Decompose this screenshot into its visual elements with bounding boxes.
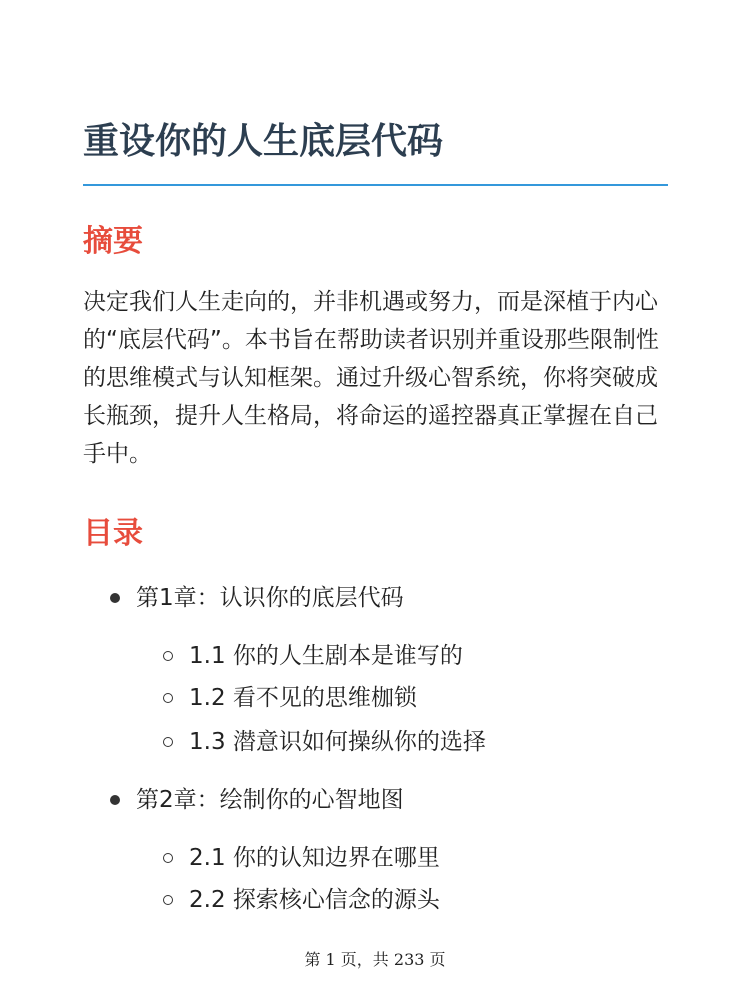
document-title: 重设你的人生底层代码 <box>83 121 444 162</box>
document-page <box>83 0 668 1000</box>
title-divider <box>83 184 668 186</box>
toc-section-label: 2.1 你的认知边界在哪里 <box>189 845 440 871</box>
toc-chapter-label: 第2章：绘制你的心智地图 <box>136 787 404 813</box>
abstract-heading: 摘要 <box>83 224 143 259</box>
abstract-text: 决定我们人生走向的，并非机遇或努力，而是深植于内心的“底层代码”。本书旨在帮助读者识别并重设那些限制性的思维模式与认知框架。通过升级心智系统，你将突破成长瓶颈，提升人生格局，将命运的遥控器真正掌握在自己手中。 <box>83 289 659 467</box>
toc-section-label: 2.2 探索核心信念的源头 <box>189 887 440 913</box>
toc-chapter-label: 第1章：认识你的底层代码 <box>136 585 404 611</box>
toc-section-label: 1.3 潜意识如何操纵你的选择 <box>189 729 486 755</box>
bullet-circle-icon <box>163 737 173 747</box>
bullet-circle-icon <box>163 693 173 703</box>
bullet-circle-icon <box>163 895 173 905</box>
page-number-footer: 第 1 页，共 233 页 <box>304 950 446 969</box>
bullet-disc-icon <box>110 593 120 603</box>
toc-section-label: 1.2 看不见的思维枷锁 <box>189 685 417 711</box>
toc-section-label: 1.1 你的人生剧本是谁写的 <box>189 643 463 669</box>
toc-heading: 目录 <box>83 516 143 551</box>
bullet-disc-icon <box>110 795 120 805</box>
bullet-circle-icon <box>163 651 173 661</box>
bullet-circle-icon <box>163 853 173 863</box>
